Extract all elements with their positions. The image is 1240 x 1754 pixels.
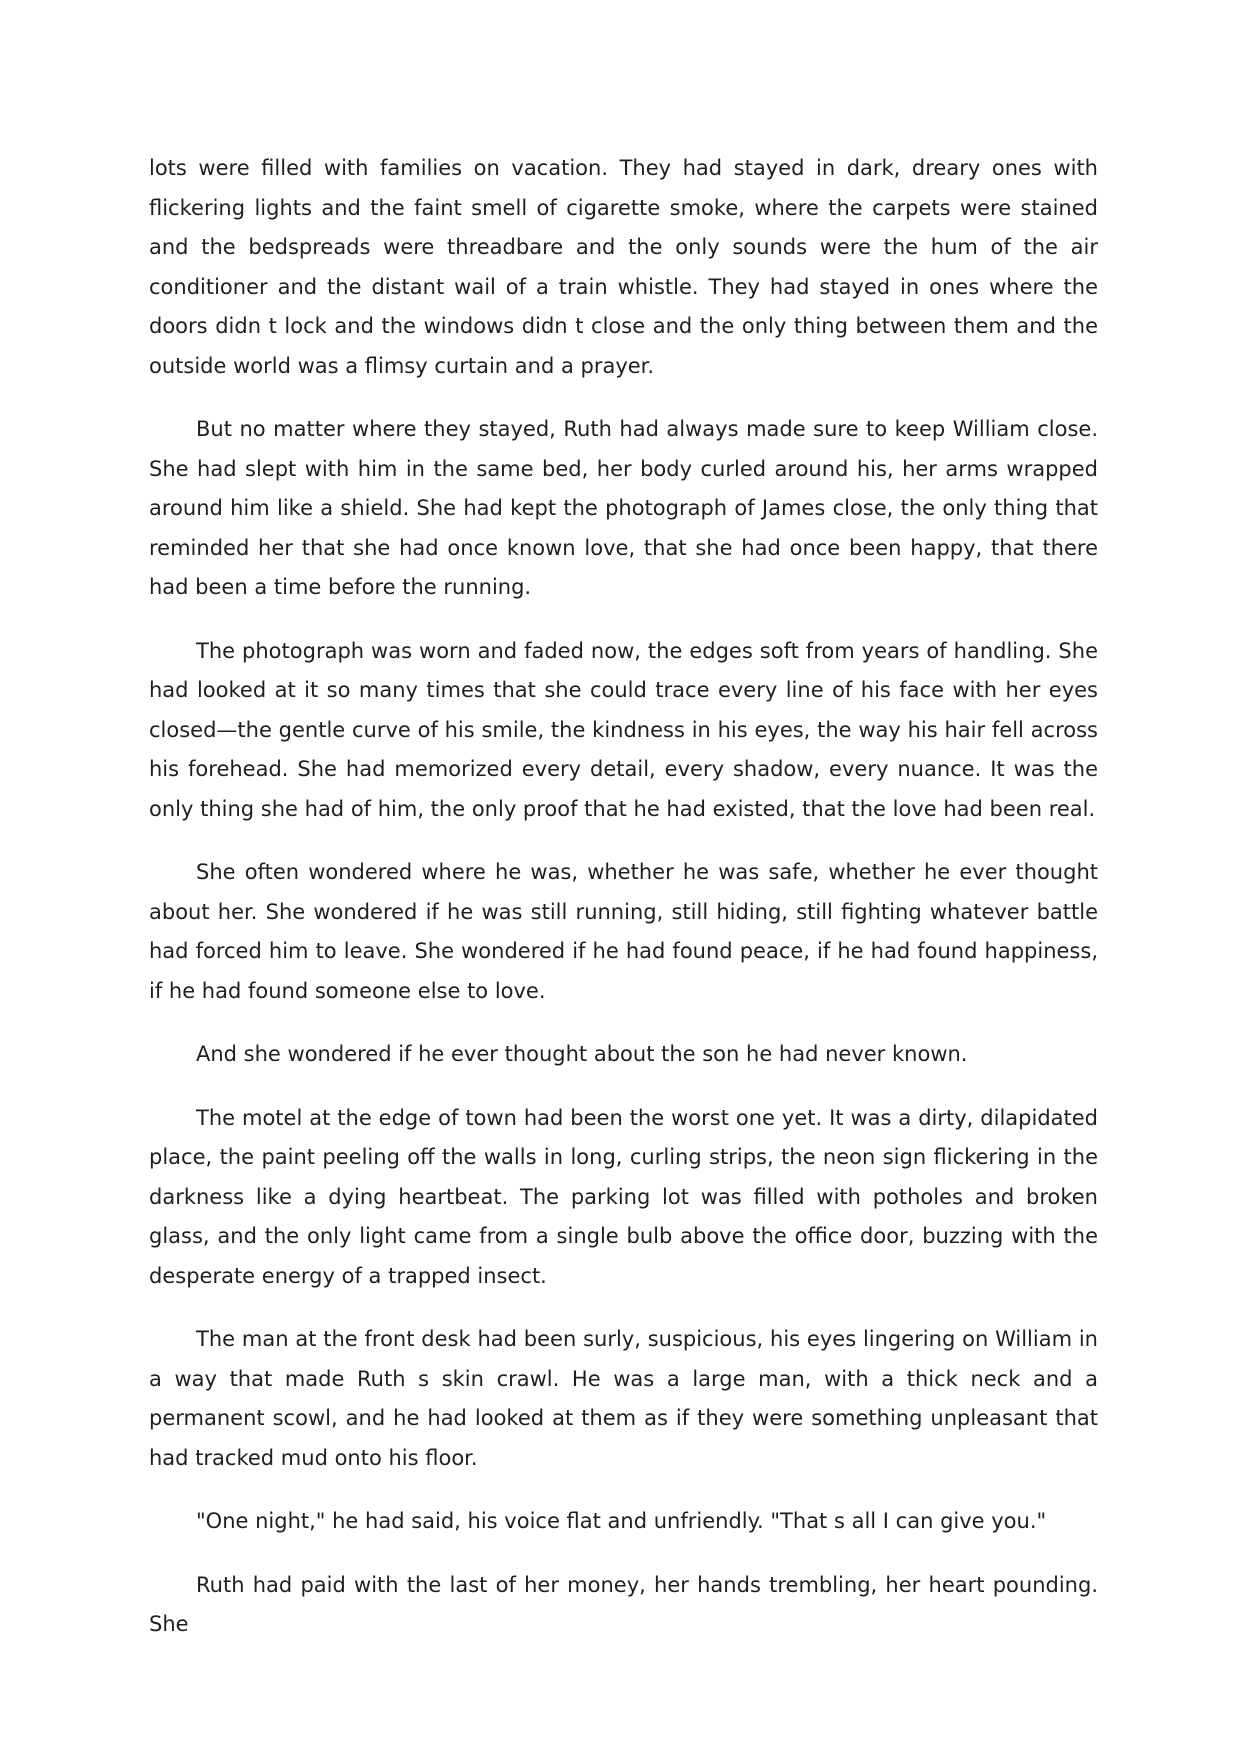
paragraph-son: And she wondered if he ever thought about the son he had never known. — [196, 1042, 968, 1066]
paragraph-front-desk-man: The man at the front desk had been surly, suspicious, his eyes lingering on William in a way that made Ruth s skin crawl. He was a large man, with a thick neck and a permanent scowl, and he had looked at them as if they were something unpleasant that had tracked mud onto his floor. — [149, 1327, 1098, 1470]
paragraph-keep-william-close: But no matter where they stayed, Ruth had always made sure to keep William close. She had slept with him in the same bed, her body curled around his, her arms wrapped around him like a shield. She had kept the photograph of James close, the only thing that reminded her that she had once known love, that she had once been happy, that there had been a time before the running. — [149, 417, 1098, 599]
paragraph-motels: lots were filled with families on vacation. They had stayed in dark, dreary ones with flickering lights and the faint smell of cigarette smoke, where the carpets were stained and the bedspreads were threadbare and the only sounds were the hum of the air conditioner and the distant wail of a train whistle. They had stayed in ones where the doors didn t lock and the windows didn t close and the only thing between them and the outside world was a flimsy curtain and a prayer. — [149, 156, 1098, 378]
paragraph-one-night-dialogue: "One night," he had said, his voice flat and unfriendly. "That s all I can give you." — [196, 1509, 1047, 1533]
paragraph-motel-edge-of-town: The motel at the edge of town had been the worst one yet. It was a dirty, dilapidated place, the paint peeling off the walls in long, curling strips, the neon sign flickering in the darkness like a dying heartbeat. The parking lot was filled with potholes and broken glass, and the only light came from a single bulb above the office door, buzzing with the desperate energy of a trapped insect. — [149, 1105, 1098, 1288]
paragraph-ruth-paid: Ruth had paid with the last of her money, her hands trembling, her heart pounding. She — [149, 1572, 1098, 1636]
paragraph-wondered: She often wondered where he was, whether he was safe, whether he ever thought about her. She wondered if he was still running, still hiding, still fighting whatever battle had forced him to leave. She wondered if he had found peace, if he had found happiness, if he had found someone else to love. — [149, 860, 1098, 1003]
paragraph-photograph: The photograph was worn and faded now, the edges soft from years of handling. She had looked at it so many times that she could trace every line of his face with her eyes closed—the gentle curve of his smile, the kindness in his eyes, the way his hair fell across his forehead. She had memorized every detail, every shadow, every nuance. It was the only thing she had of him, the only proof that he had existed, that the love had been real. — [149, 638, 1098, 821]
